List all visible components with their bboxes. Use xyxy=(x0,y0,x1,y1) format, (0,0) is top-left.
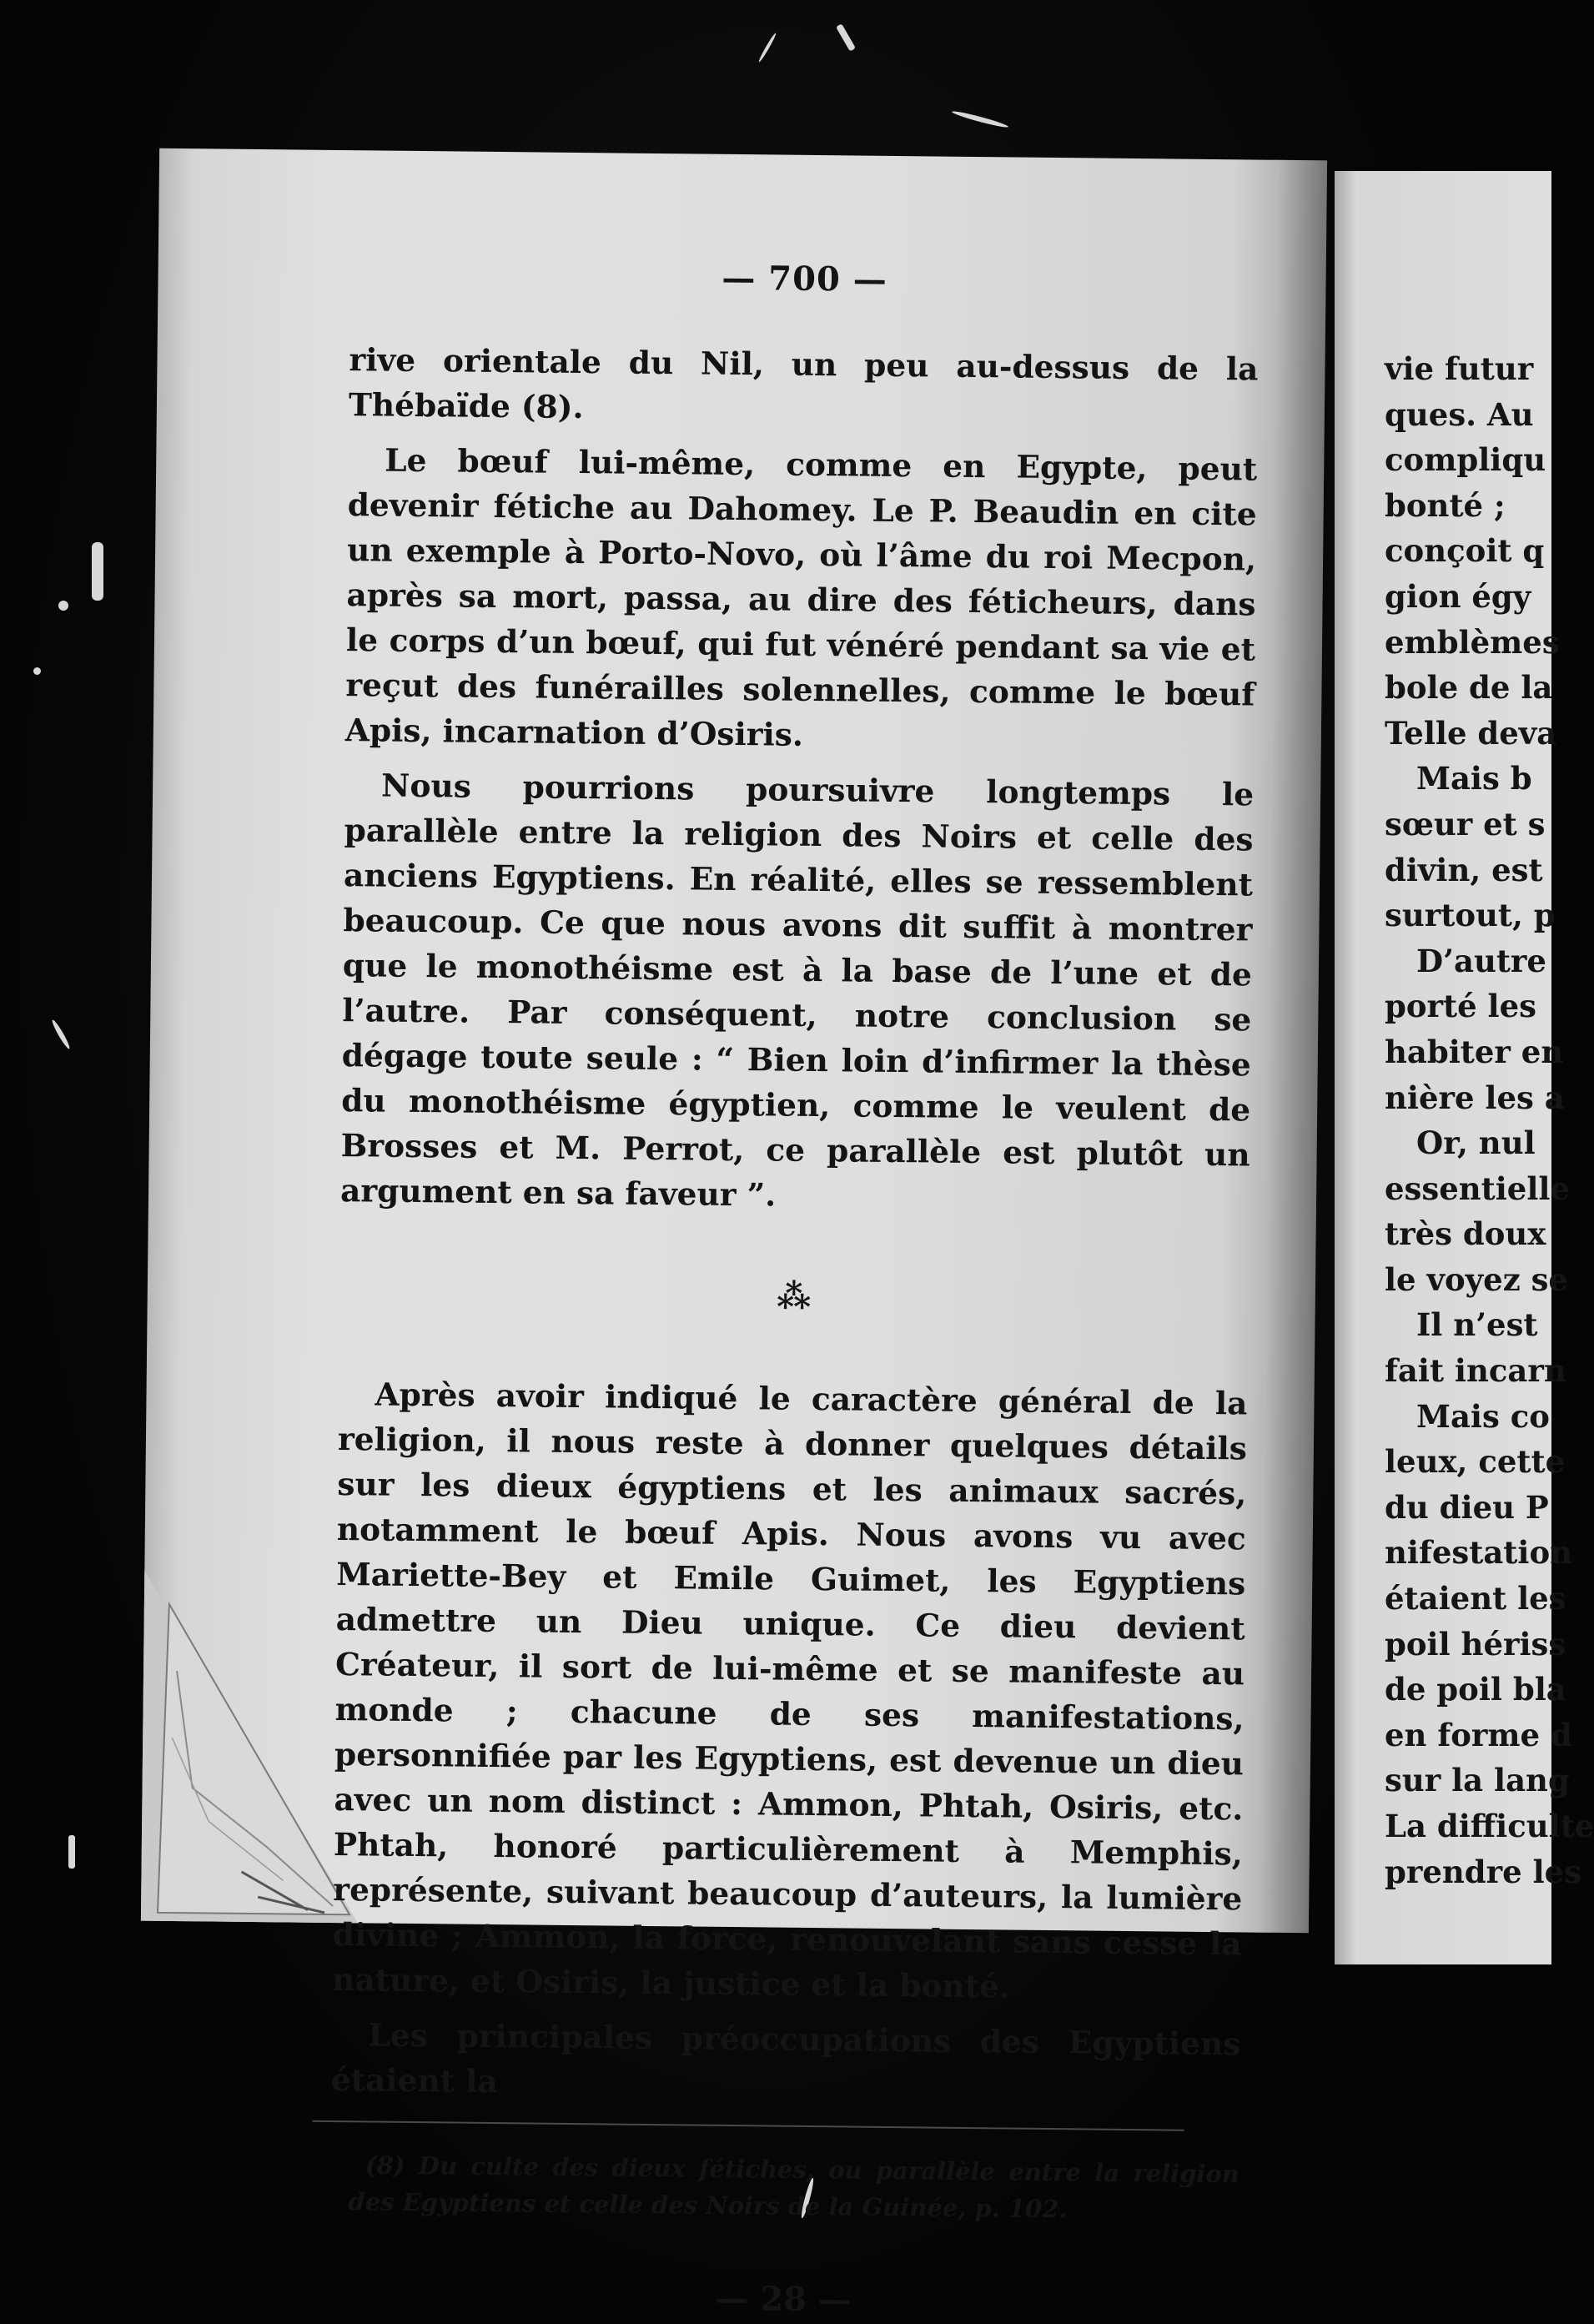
text-line: Mais co xyxy=(1416,1397,1550,1435)
page-number-bottom: — 28 — xyxy=(715,2278,852,2320)
paragraph: Nous pourrions poursuivre longtemps le parallèle entre la religion des Noirs et celle des anciens Egyptiens. En réalité, elles se ressemblent beaucoup. Ce que nous avons dit suffit à montrer que le monothéisme est à la base de l’une et de l’autre. Par conséquent, notre conclusion se dégage toute seule : “ Bien loin d’infirmer la thèse du monothéisme égyptien, comme le veulent de Brosses et M. Perrot, ce parallèle est plutôt un argument en sa faveur ”. xyxy=(339,767,1255,1214)
text-line: essentielle xyxy=(1385,1170,1570,1207)
text-line: du dieu P xyxy=(1385,1488,1549,1526)
text-line: compliqu xyxy=(1385,441,1546,479)
page-number-top: — 700 — xyxy=(722,258,888,299)
text-line: sur la lang xyxy=(1385,1762,1570,1799)
text-line: leux, cette xyxy=(1385,1443,1566,1481)
footnote: (8) Du culte des dieux fétiches, ou parallèle entre la religion des Egyptiens et celle des Noirs de la Guinée, p. 102. xyxy=(348,2150,1239,2224)
dust-speck xyxy=(68,1835,75,1869)
right-page xyxy=(1335,171,1594,1964)
text-line: en forme d xyxy=(1385,1716,1572,1753)
paragraph: rive orientale du Nil, un peu au-dessus de la Thébaïde (8). xyxy=(348,341,1259,426)
paragraph: Les principales préoccupations des Egyptiens étaient la xyxy=(330,2016,1241,2100)
text-line: conçoit q xyxy=(1385,532,1545,570)
text-line: Telle deva xyxy=(1385,714,1557,752)
section-separator: ⁂ xyxy=(777,1276,812,1316)
text-line: Il n’est xyxy=(1416,1306,1538,1344)
right-page-text xyxy=(1385,346,1594,1894)
dust-speck xyxy=(33,667,41,675)
text-line: de poil bla xyxy=(1385,1671,1566,1708)
text-line: sœur et s xyxy=(1385,805,1546,843)
folded-page-corner xyxy=(141,1571,361,1924)
text-line: porté les xyxy=(1385,988,1536,1025)
footnote-divider xyxy=(312,2120,1184,2131)
text-line: étaient les xyxy=(1385,1580,1566,1617)
dust-speck xyxy=(92,542,103,601)
text-line: vie futur xyxy=(1385,350,1534,387)
text-line: surtout, p xyxy=(1385,897,1556,934)
paragraph: Après avoir indiqué le caractère général de la religion, il nous reste à donner quelques détails sur les dieux égyptiens et les animaux sacrés, notamment le bœuf Apis. Nous avons vu avec Mariette-Bey et Emile Guimet, les Egyptiens admettre un Dieu unique. Ce dieu devient Créateur, il sort de lui-même et se manifeste au monde ; chacune de ses manifestations, personnifiée par les Egyptiens, est devenue un dieu avec un nom distinct : Ammon, Phtah, Osiris, etc. Phtah, honoré particulièrement à Memphis, représente, suivant beaucoup d’auteurs, la lumière divine ; Ammon, la force, renouvelant sans cesse la nature, et Osiris, la justice et la bonté. xyxy=(331,1376,1248,2005)
text-line: La difficulte xyxy=(1385,1808,1594,1844)
text-line: ques. Au xyxy=(1385,395,1534,433)
text-line: nifestation xyxy=(1385,1534,1573,1572)
text-line: habiter en xyxy=(1385,1033,1564,1070)
text-line: prendre les xyxy=(1385,1853,1582,1890)
text-line: Mais b xyxy=(1416,760,1532,797)
text-line: nière les a xyxy=(1385,1079,1565,1116)
dust-speck xyxy=(58,601,68,611)
text-line: poil hériss xyxy=(1385,1625,1566,1663)
text-line: gion égy xyxy=(1385,577,1531,615)
text-line: D’autre xyxy=(1416,942,1546,979)
page-content xyxy=(329,254,1260,2323)
text-line: bonté ; xyxy=(1385,486,1506,524)
paragraph: Le bœuf lui-même, comme en Egypte, peut devenir fétiche au Dahomey. Le P. Beaudin en cite un exemple à Porto-Novo, où l’âme du roi Mecpon, après sa mort, passa, au dire des féticheurs, dans le corps d’un bœuf, qui fut vénéré pendant sa vie et reçut des funérailles solennelles, comme le bœuf Apis, incarnation d’Osiris. xyxy=(344,441,1258,753)
text-line: bole de la xyxy=(1385,669,1553,707)
text-line: le voyez se xyxy=(1385,1260,1568,1298)
text-line: fait incarn xyxy=(1385,1352,1566,1390)
text-line: très doux xyxy=(1385,1215,1546,1253)
text-line: emblèmes xyxy=(1385,623,1560,661)
text-line: Or, nul xyxy=(1416,1124,1536,1162)
text-line: divin, est xyxy=(1385,851,1543,888)
left-page xyxy=(141,148,1327,2320)
